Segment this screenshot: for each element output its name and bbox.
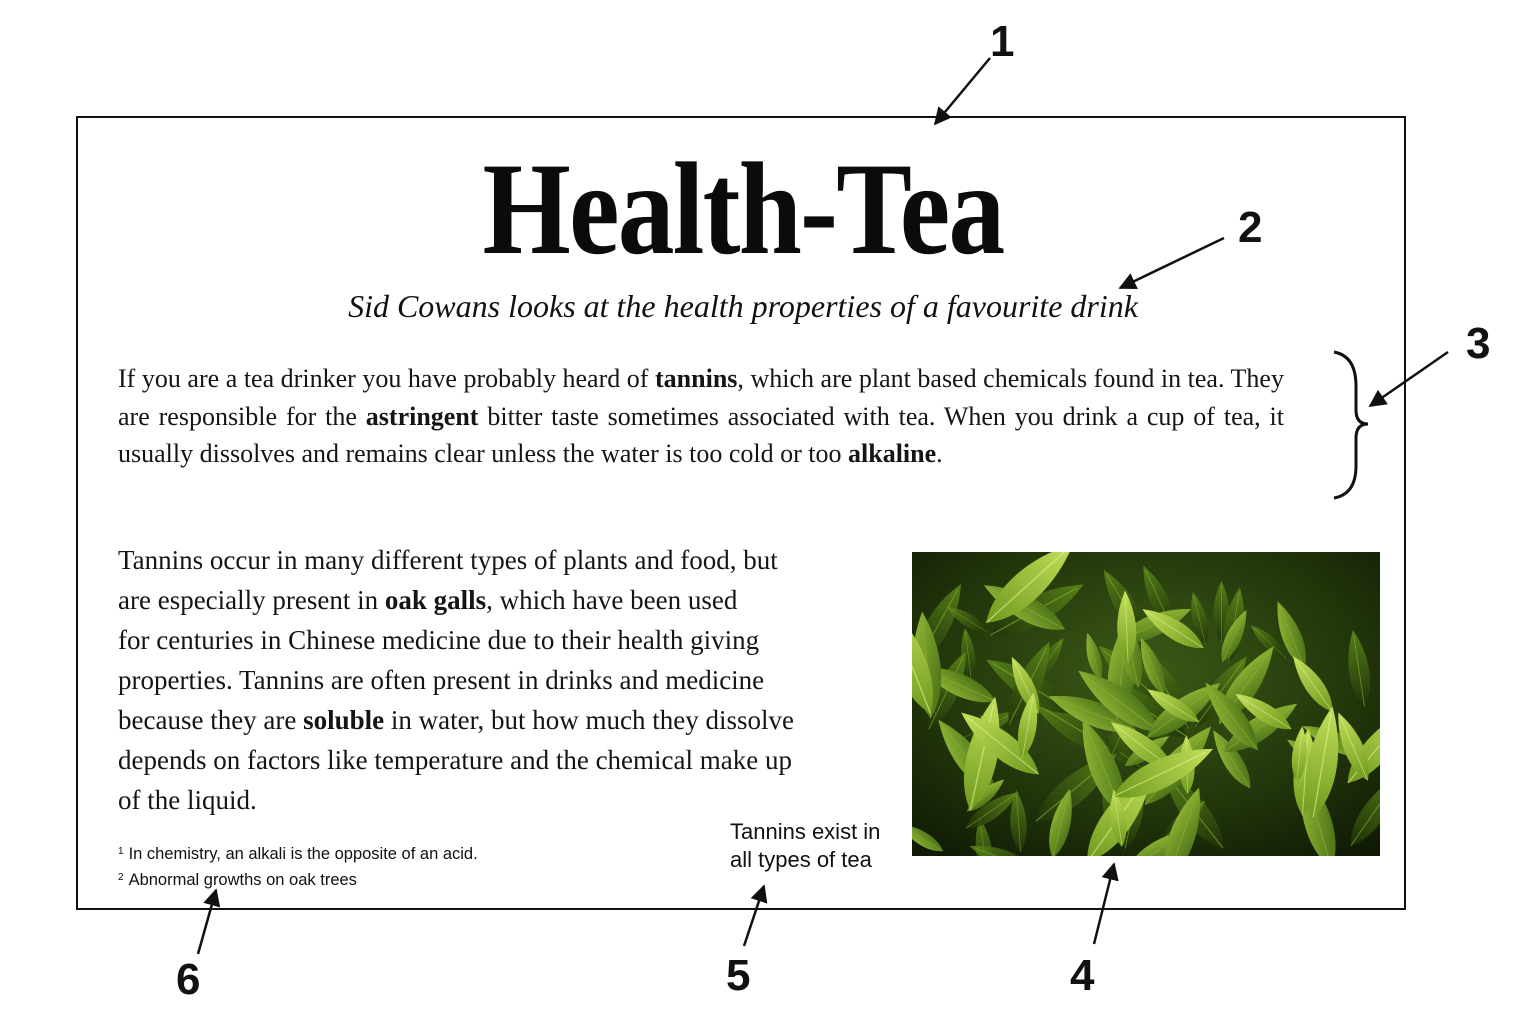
body-line <box>118 580 878 620</box>
callout-number-5: 5 <box>726 951 751 1000</box>
footnotes <box>118 840 478 892</box>
body-paragraph <box>118 540 878 820</box>
term-alkaline: alkaline <box>848 439 937 468</box>
footnote-mark: 1 <box>118 846 124 857</box>
intro-text-3: bitter taste sometimes associated with tea. When you drink a cup of tea, it usually dissolves and remains clear unless the water is too cold or too <box>118 401 1284 468</box>
caption-line: Tannins exist in <box>730 819 881 844</box>
intro-text-2: , which are plant based chemicals found in tea. They are responsible for the <box>118 364 1284 431</box>
intro-paragraph <box>118 360 1284 473</box>
photo-caption <box>730 818 880 874</box>
article-frame <box>76 116 1406 910</box>
callout-number-4: 4 <box>1070 951 1095 1000</box>
callout-number-6: 6 <box>176 955 201 1004</box>
footnote-text: In chemistry, an alkali is the opposite of an acid. <box>128 845 478 863</box>
term-oak-galls: oak galls <box>384 585 487 615</box>
body-text: , which have been used <box>486 585 738 615</box>
intro-text-4: . <box>936 439 943 468</box>
body-text: because they are <box>118 705 304 735</box>
body-line: Tannins occur in many different types of plants and food, but <box>118 545 778 575</box>
body-line: of the liquid. <box>118 785 257 815</box>
article-subtitle: Sid Cowans looks at the health properties of a favourite drink <box>348 288 1138 324</box>
footnote-1 <box>118 840 478 866</box>
tea-leaves-photo <box>912 552 1380 856</box>
term-astringent: astringent <box>365 401 479 431</box>
article-title: Health-Tea <box>482 135 1004 282</box>
callout-number-3: 3 <box>1466 319 1491 368</box>
intro-text-1: If you are a tea drinker you have probably heard of <box>118 364 656 393</box>
term-tannins: tannins <box>655 364 738 393</box>
term-soluble: soluble <box>303 705 385 735</box>
callout-arrow-1 <box>935 58 990 124</box>
callout-number-1: 1 <box>990 17 1015 66</box>
footnote-2 <box>118 866 478 892</box>
tea-leaves-image <box>912 552 1380 856</box>
footnote-mark: 2 <box>118 872 124 883</box>
footnote-text: Abnormal growths on oak trees <box>128 871 357 889</box>
body-text: are especially present in <box>118 585 385 615</box>
body-line: properties. Tannins are often present in drinks and medicine <box>118 665 765 695</box>
body-text: in water, but how much they dissolve <box>384 705 795 735</box>
body-line <box>118 700 878 740</box>
body-line: depends on factors like temperature and the chemical make up <box>118 745 792 775</box>
caption-line: all types of tea <box>730 847 872 872</box>
body-line: for centuries in Chinese medicine due to their health giving <box>118 625 760 655</box>
callout-number-2: 2 <box>1238 203 1263 252</box>
